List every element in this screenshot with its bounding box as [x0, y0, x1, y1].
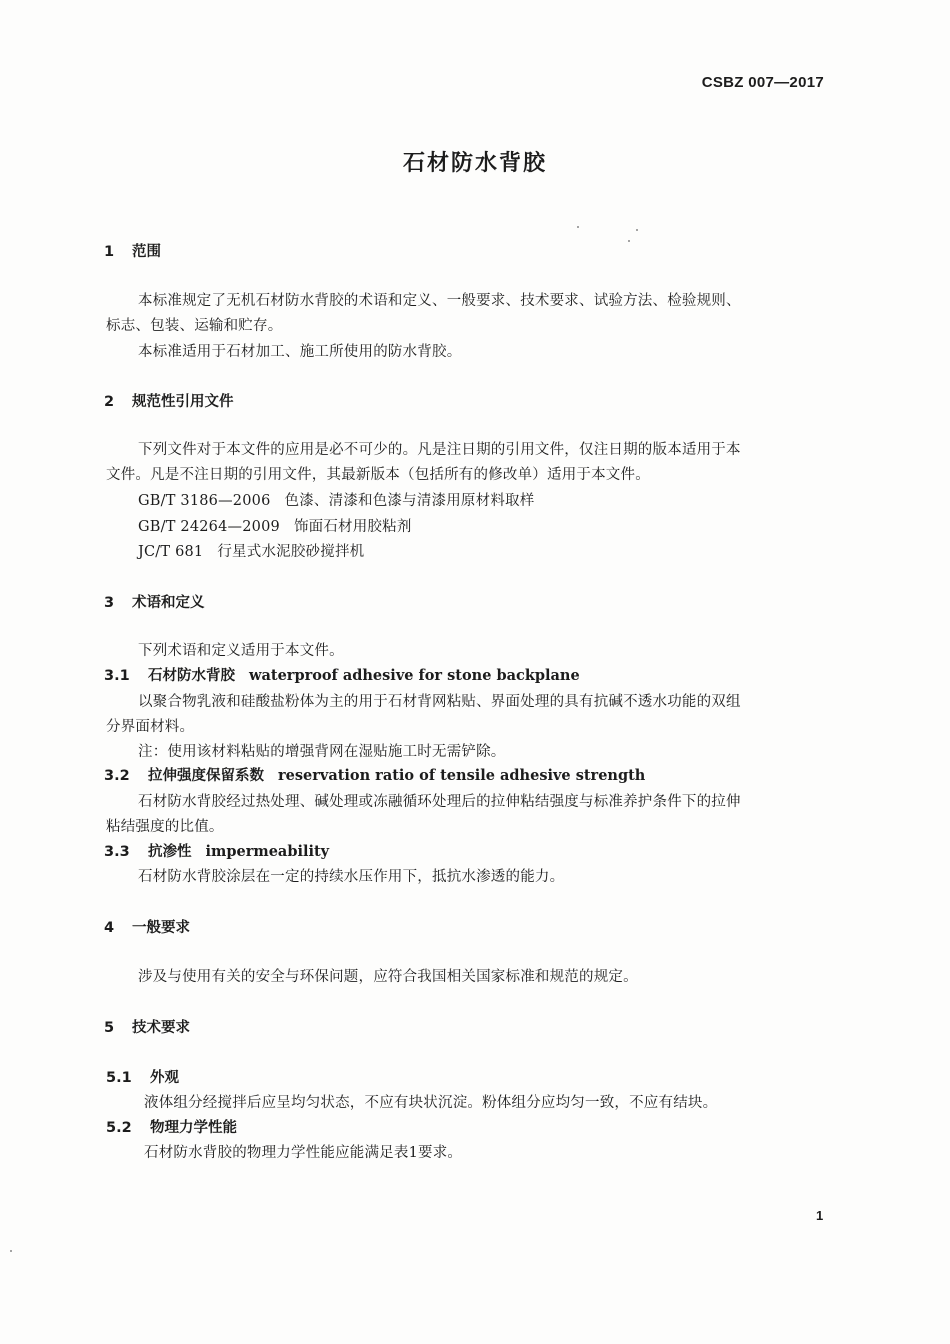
section-heading-2 [104, 390, 234, 411]
subsection-heading-5-1 [106, 1066, 179, 1087]
scan-speck [10, 1250, 12, 1252]
term-en: waterproof adhesive for stone backplane [249, 667, 580, 684]
reference-code: GB/T 3186—2006 [138, 493, 271, 509]
paragraph-continuation: 标志、包装、运输和贮存。 [106, 318, 283, 334]
term-heading-3-1 [104, 664, 580, 685]
paragraph: 本标准适用于石材加工、施工所使用的防水背胶。 [138, 344, 462, 360]
term-zh: 抗渗性 [148, 844, 192, 860]
reference-code: GB/T 24264—2009 [138, 519, 280, 535]
subsection-title: 物理力学性能 [150, 1120, 237, 1136]
section-number: 3 [104, 595, 115, 611]
reference-item [138, 515, 412, 536]
term-number: 3.3 [104, 844, 130, 860]
term-zh: 石材防水背胶 [148, 668, 235, 684]
section-number: 5 [104, 1020, 115, 1036]
standard-number: CSBZ 007—2017 [701, 74, 824, 91]
section-heading-5 [104, 1016, 190, 1037]
reference-title: 饰面石材用胶粘剂 [293, 519, 412, 535]
paragraph-continuation: 文件。凡是不注日期的引用文件，其最新版本（包括所有的修改单）适用于本文件。 [106, 467, 650, 483]
section-heading-4 [104, 916, 190, 937]
section-title: 一般要求 [132, 920, 190, 936]
scan-speck [628, 240, 630, 242]
section-title: 术语和定义 [132, 595, 205, 611]
term-note: 注：使用该材料粘贴的增强背网在湿贴施工时无需铲除。 [138, 744, 506, 760]
term-definition-continuation: 分界面材料。 [106, 719, 195, 735]
section-heading-3 [104, 591, 205, 612]
term-definition-continuation: 粘结强度的比值。 [106, 819, 224, 835]
reference-code: JC/T 681 [138, 544, 204, 560]
scan-speck [636, 229, 638, 231]
scan-speck [577, 226, 579, 228]
paragraph: 石材防水背胶的物理力学性能应能满足表1要求。 [144, 1145, 463, 1161]
term-definition: 石材防水背胶经过热处理、碱处理或冻融循环处理后的拉伸粘结强度与标准养护条件下的拉伸 [138, 794, 741, 810]
paragraph: 下列术语和定义适用于本文件。 [138, 643, 344, 659]
term-number: 3.2 [104, 768, 130, 784]
section-title: 技术要求 [132, 1020, 190, 1036]
section-number: 2 [104, 394, 115, 410]
subsection-number: 5.1 [106, 1070, 132, 1086]
term-definition: 石材防水背胶涂层在一定的持续水压作用下，抵抗水渗透的能力。 [138, 869, 565, 885]
subsection-heading-5-2 [106, 1116, 237, 1137]
section-title: 规范性引用文件 [132, 394, 234, 410]
section-number: 1 [104, 244, 115, 260]
paragraph: 涉及与使用有关的安全与环保问题，应符合我国相关国家标准和规范的规定。 [138, 969, 638, 985]
term-heading-3-2 [104, 764, 645, 785]
paragraph: 液体组分经搅拌后应呈均匀状态，不应有块状沉淀。粉体组分应均匀一致，不应有结块。 [144, 1095, 718, 1111]
term-zh: 拉伸强度保留系数 [148, 768, 264, 784]
reference-item [138, 489, 534, 510]
paragraph: 本标准规定了无机石材防水背胶的术语和定义、一般要求、技术要求、试验方法、检验规则、 [138, 293, 741, 309]
section-heading-1 [104, 240, 161, 261]
subsection-title: 外观 [150, 1070, 179, 1086]
term-en: impermeability [205, 843, 330, 860]
subsection-number: 5.2 [106, 1120, 132, 1136]
document-title: 石材防水背胶 [402, 151, 547, 176]
reference-item [138, 540, 364, 561]
term-en: reservation ratio of tensile adhesive strength [278, 767, 646, 784]
page-number: 1 [816, 1208, 824, 1223]
term-definition: 以聚合物乳液和硅酸盐粉体为主的用于石材背网粘贴、界面处理的具有抗碱不透水功能的双组 [138, 694, 741, 710]
reference-title: 行星式水泥胶砂搅拌机 [217, 544, 365, 560]
section-title: 范围 [132, 244, 161, 260]
section-number: 4 [104, 920, 115, 936]
term-number: 3.1 [104, 668, 130, 684]
term-heading-3-3 [104, 840, 329, 861]
paragraph: 下列文件对于本文件的应用是必不可少的。凡是注日期的引用文件，仅注日期的版本适用于本 [138, 442, 741, 458]
reference-title: 色漆、清漆和色漆与清漆用原材料取样 [284, 493, 535, 509]
